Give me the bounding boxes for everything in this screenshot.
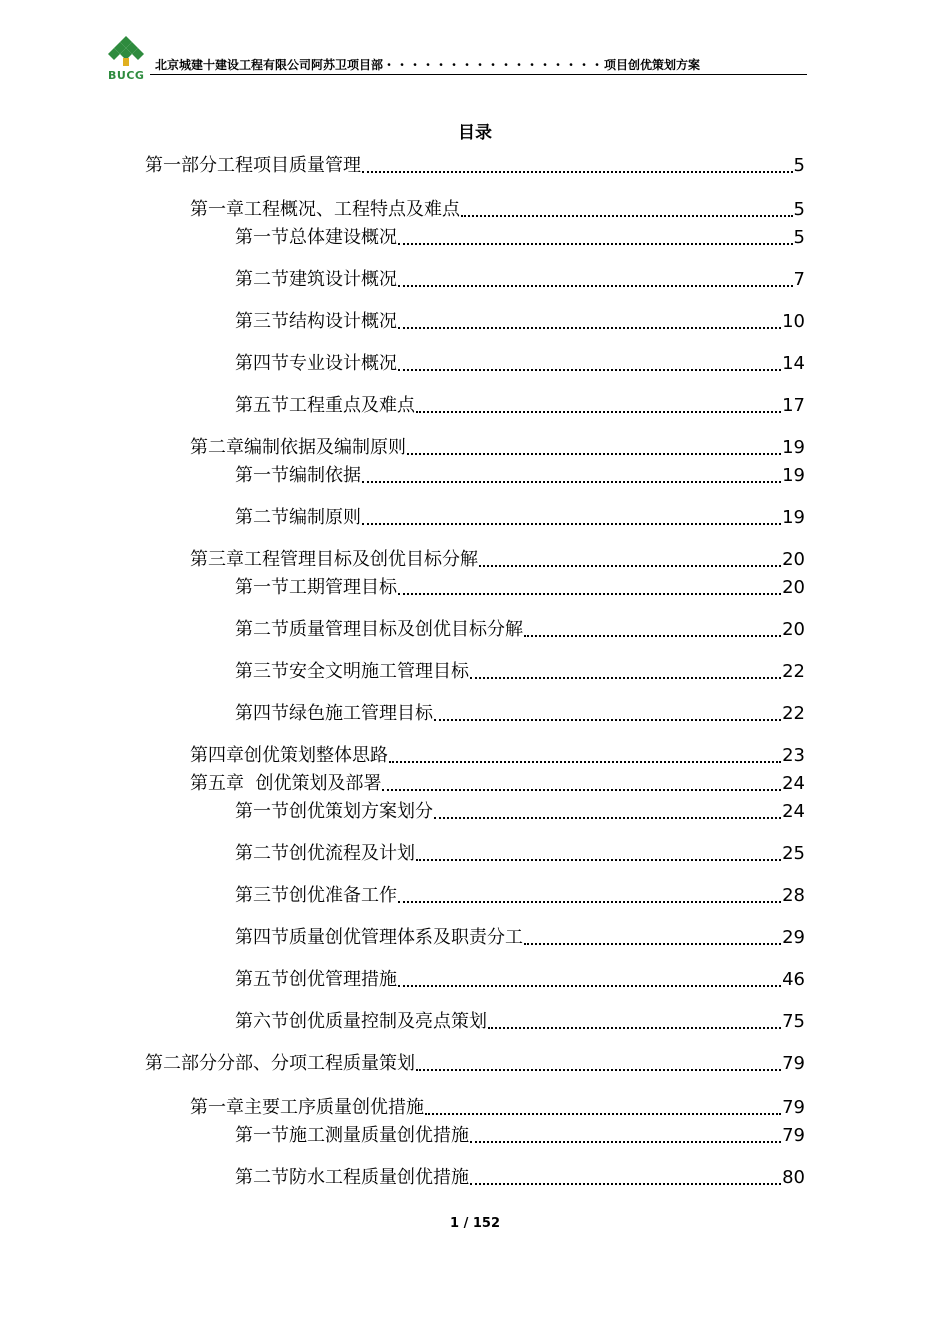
toc-entry-label: 第六节创优质量控制及亮点策划 [235,1011,487,1032]
toc-entry[interactable] [235,927,805,949]
toc-entry-label: 第三章工程管理目标及创优目标分解 [190,549,478,570]
toc-page-number: 5 [793,155,805,176]
toc-page-number: 79 [782,1125,805,1146]
toc-leader [425,1113,781,1115]
toc-entry[interactable] [235,703,805,725]
toc-page-number: 19 [782,437,805,458]
toc-entry[interactable] [235,269,805,291]
toc-page-number: 80 [782,1167,805,1188]
toc-entry-label: 第一节施工测量质量创优措施 [235,1125,469,1146]
toc-leader [382,789,781,791]
toc-entry-label: 第三节安全文明施工管理目标 [235,661,469,682]
toc-entry-label: 第五章 创优策划及部署 [190,773,382,794]
toc-page-number: 29 [782,927,805,948]
logo-text: BUCG [108,69,145,82]
toc-entry-label: 第四节专业设计概况 [235,353,397,374]
toc-entry[interactable] [190,773,805,795]
toc-entry[interactable] [235,311,805,333]
toc-entry[interactable] [190,1097,805,1119]
current-page-number: 1 [450,1216,460,1231]
total-page-count: 152 [472,1216,500,1231]
toc-entry-label: 第二节编制原则 [235,507,361,528]
toc-page-number: 79 [782,1053,805,1074]
toc-leader [398,593,781,595]
toc-entry[interactable] [235,661,805,683]
header-text [155,56,700,73]
toc-entry[interactable] [235,1011,805,1033]
toc-entry-label: 第二部分分部、分项工程质量策划 [145,1053,415,1074]
toc-entry[interactable] [145,155,805,177]
company-name: 北京城建十建设工程有限公司阿苏卫项目部 [155,58,384,72]
toc-entry[interactable] [235,577,805,599]
toc-leader [398,985,781,987]
header-rule [150,74,807,75]
toc-leader [362,171,793,173]
toc-page-number: 22 [782,703,805,724]
toc-entry[interactable] [235,969,805,991]
toc-leader [434,719,781,721]
toc-entry[interactable] [190,199,805,221]
toc-leader [398,285,793,287]
toc-leader [407,453,781,455]
toc-entry-label: 第一章主要工序质量创优措施 [190,1097,424,1118]
toc-page-number: 7 [793,269,805,290]
toc-leader [479,565,781,567]
toc-entry-label: 第一节工期管理目标 [235,577,397,598]
toc-entry[interactable] [190,549,805,571]
document-title: 项目创优策划方案 [604,58,701,72]
toc-title: 目录 [458,123,492,143]
toc-page-number: 75 [782,1011,805,1032]
toc-entry[interactable] [190,745,805,767]
toc-page-number: 25 [782,843,805,864]
toc-page-number: 28 [782,885,805,906]
toc-leader [488,1027,781,1029]
toc-entry-label: 第二节创优流程及计划 [235,843,415,864]
toc-entry[interactable] [190,437,805,459]
toc-leader [398,327,781,329]
toc-leader [416,859,781,861]
toc-leader [398,901,781,903]
toc-entry[interactable] [235,843,805,865]
toc-leader [416,1069,781,1071]
toc-page-number: 79 [782,1097,805,1118]
toc-entry-label: 第二节质量管理目标及创优目标分解 [235,619,523,640]
toc-leader [434,817,781,819]
toc-page-number: 14 [782,353,805,374]
toc-page-number: 24 [782,801,805,822]
toc-page-number: 20 [782,549,805,570]
toc-leader [470,1141,781,1143]
toc-page-number: 19 [782,507,805,528]
toc-leader [416,411,781,413]
toc-page-number: 19 [782,465,805,486]
toc-page-number: 5 [793,227,805,248]
toc-leader [362,523,781,525]
toc-entry-label: 第五节工程重点及难点 [235,395,415,416]
toc-entry-label: 第四节质量创优管理体系及职责分工 [235,927,523,948]
toc-entry[interactable] [235,1167,805,1189]
toc-entry[interactable] [235,885,805,907]
toc-entry[interactable] [235,227,805,249]
toc-entry-label: 第二节防水工程质量创优措施 [235,1167,469,1188]
toc-entry-label: 第一节总体建设概况 [235,227,397,248]
toc-entry[interactable] [145,1053,805,1075]
toc-page-number: 17 [782,395,805,416]
toc-leader [524,635,781,637]
toc-page-number: 5 [793,199,805,220]
toc-leader [470,677,781,679]
toc-entry-label: 第五节创优管理措施 [235,969,397,990]
toc-page-number: 20 [782,619,805,640]
toc-entry[interactable] [235,395,805,417]
toc-entry[interactable] [235,507,805,529]
toc-leader [389,761,781,763]
toc-entry-label: 第二章编制依据及编制原则 [190,437,406,458]
toc-page-number: 22 [782,661,805,682]
toc-leader [461,215,793,217]
page-footer [0,1216,950,1231]
toc-entry[interactable] [235,465,805,487]
toc-leader [470,1183,781,1185]
toc-entry[interactable] [235,619,805,641]
toc-page-number: 10 [782,311,805,332]
toc-leader [398,369,781,371]
toc-entry-label: 第一章工程概况、工程特点及难点 [190,199,460,220]
toc-entry-label: 第一部分工程项目质量管理 [145,155,361,176]
toc-page-number: 23 [782,745,805,766]
toc-leader [524,943,781,945]
toc-page-number: 24 [782,773,805,794]
toc-entry[interactable] [235,801,805,823]
toc-entry[interactable] [235,1125,805,1147]
toc-entry-label: 第四节绿色施工管理目标 [235,703,433,724]
header-separator: ・・・・・・・・・・・・・・・・・ [383,58,605,72]
toc-entry-label: 第二节建筑设计概况 [235,269,397,290]
toc-page-number: 46 [782,969,805,990]
toc-page-number: 20 [782,577,805,598]
toc-leader [398,243,793,245]
toc-entry[interactable] [235,353,805,375]
toc-entry-label: 第一节创优策划方案划分 [235,801,433,822]
toc-leader [362,481,781,483]
toc-entry-label: 第一节编制依据 [235,465,361,486]
toc-entry-label: 第四章创优策划整体思路 [190,745,388,766]
page-separator: / [459,1216,473,1231]
toc-entry-label: 第三节结构设计概况 [235,311,397,332]
page-header [105,36,807,82]
toc-entry-label: 第三节创优准备工作 [235,885,397,906]
